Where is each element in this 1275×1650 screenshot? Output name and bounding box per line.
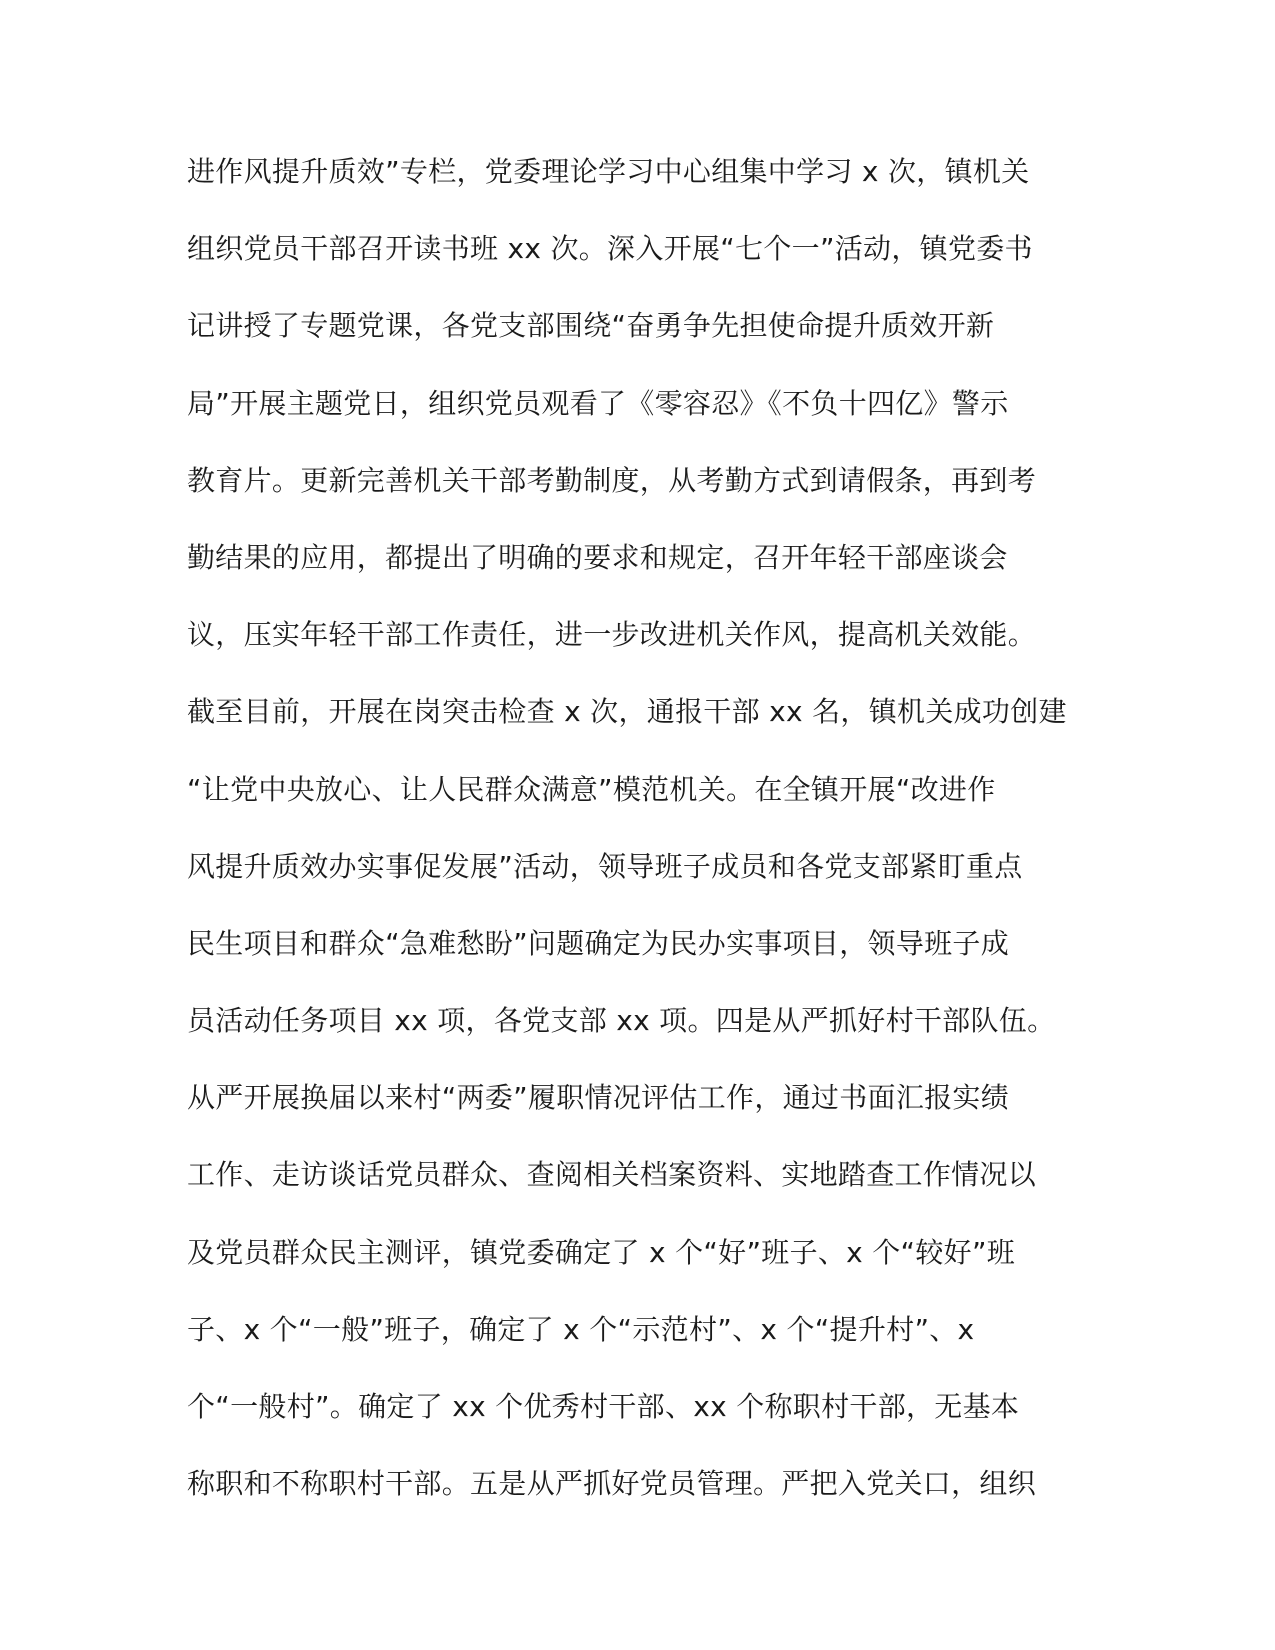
text-line: 民生项目和群众“急难愁盼”问题确定为民办实事项目，领导班子成 — [187, 926, 1010, 960]
text-line: 勤结果的应用，都提出了明确的要求和规定，召开年轻干部座谈会 — [187, 540, 1008, 574]
text-line: 员活动任务项目 xx 项，各党支部 xx 项。四是从严抓好村干部队伍。 — [187, 1004, 1056, 1038]
text-line: 局”开展主题党日，组织党员观看了《零容忍》《不负十四亿》警示 — [187, 386, 1009, 420]
text-line: 进作风提升质效”专栏，党委理论学习中心组集中学习 x 次，镇机关 — [187, 155, 1030, 188]
text-line: 组织党员干部召开读书班 xx 次。深入开展“七个一”活动，镇党委书 — [187, 232, 1033, 266]
text-line: 议，压实年轻干部工作责任，进一步改进机关作风，提高机关效能。 — [187, 618, 1037, 652]
text-line: 及党员群众民主测评，镇党委确定了 x 个“好”班子、x 个“较好”班 — [187, 1235, 1016, 1269]
text-line: 截至目前，开展在岗突击检查 x 次，通报干部 xx 名，镇机关成功创建 — [187, 695, 1067, 729]
text-line: 记讲授了专题党课，各党支部围绕“奋勇争先担使命提升质效开新 — [187, 309, 995, 343]
text-line: 个“一般村”。确定了 xx 个优秀村干部、xx 个称职村干部，无基本 — [187, 1390, 1020, 1423]
text-line: 从严开展换届以来村“两委”履职情况评估工作，通过书面汇报实绩 — [187, 1081, 1010, 1115]
text-line: 子、x 个“一般”班子，确定了 x 个“示范村”、x 个“提升村”、x — [187, 1312, 975, 1346]
text-line: 工作、走访谈话党员群众、查阅相关档案资料、实地踏查工作情况以 — [187, 1158, 1037, 1192]
text-line: 风提升质效办实事促发展”活动，领导班子成员和各党支部紧盯重点 — [187, 849, 1023, 883]
text-line: 教育片。更新完善机关干部考勤制度，从考勤方式到请假条，再到考 — [187, 463, 1037, 497]
body-text — [187, 142, 1107, 1531]
text-line: “让党中央放心、让人民群众满意”模范机关。在全镇开展“改进作 — [187, 772, 996, 806]
text-line: 称职和不称职村干部。五是从严抓好党员管理。严把入党关口，组织 — [187, 1467, 1037, 1501]
